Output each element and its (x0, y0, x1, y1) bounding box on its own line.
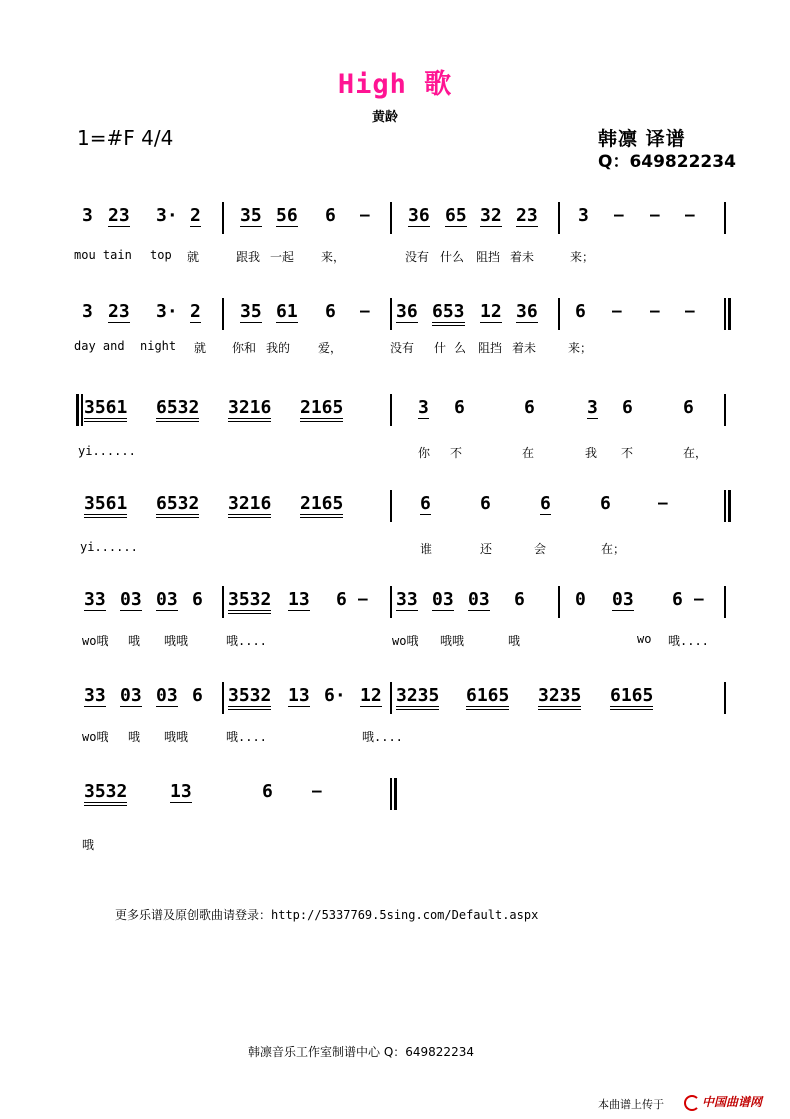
dash: – (614, 205, 624, 224)
note: 13 (288, 685, 310, 706)
note: 03 (432, 589, 454, 610)
note: 653 (432, 302, 465, 326)
note: 3 (578, 205, 589, 226)
note: 6 (325, 301, 336, 322)
note: 6 (524, 397, 535, 418)
lyric: 我 (585, 446, 598, 460)
dash: – (650, 205, 660, 224)
barline (390, 778, 392, 810)
dash: – (358, 589, 368, 608)
lyric: 阻挡 (476, 250, 501, 264)
note: 3235 (396, 686, 439, 710)
note: 6· (324, 685, 346, 706)
lyric: 哦.... (226, 634, 267, 648)
barline (222, 682, 224, 714)
site-logo: 中国曲谱网 (702, 1095, 763, 1109)
barline (724, 586, 726, 618)
barline (558, 298, 560, 330)
barline (222, 202, 224, 234)
note: 3· (156, 205, 178, 226)
note: 3 (82, 301, 93, 322)
repeat-end (728, 490, 731, 522)
note: 2165 (300, 494, 343, 518)
note: 6 (600, 493, 611, 514)
lyric: 哦哦 (164, 634, 189, 648)
barline (390, 202, 392, 234)
note: 23 (108, 301, 130, 322)
barline (390, 682, 392, 714)
lyric: 没有 (390, 341, 415, 355)
lyric: 还 (480, 542, 493, 556)
lyric: 阻挡 (478, 341, 503, 355)
lyric: wo (637, 632, 652, 646)
note: 3216 (228, 494, 271, 518)
lyric: wo哦 (82, 634, 109, 648)
lyric: yi...... (80, 540, 138, 554)
note: 2 (190, 301, 201, 322)
barline (390, 298, 392, 330)
lyric: night (140, 339, 177, 353)
dash: – (658, 493, 668, 512)
upload-note: 本曲谱上传于 (598, 1098, 664, 1111)
barline (724, 490, 726, 522)
lyric: 没有 (405, 250, 430, 264)
lyric: 哦.... (668, 634, 709, 648)
note: 33 (396, 589, 418, 610)
lyric: 么 (454, 341, 467, 355)
lyric: 你和 (232, 341, 257, 355)
lyric: wo哦 (392, 634, 419, 648)
barline (222, 586, 224, 618)
lyric: 不 (621, 446, 634, 460)
lyric: 哦 (128, 634, 141, 648)
singer-name: 黄龄 (371, 110, 398, 125)
note: 3 (587, 397, 598, 418)
barline (558, 202, 560, 234)
note: 23 (108, 205, 130, 226)
arranger: 韩凛 译谱 (598, 128, 686, 150)
repeat-end (394, 778, 397, 810)
note: 33 (84, 589, 106, 610)
note: 6 (514, 589, 525, 610)
lyric: 不 (450, 446, 463, 460)
lyric: wo哦 (82, 730, 109, 744)
note: 6 (192, 685, 203, 706)
dash: – (612, 301, 622, 320)
note: 35 (240, 301, 262, 322)
lyric: day and (74, 339, 125, 353)
note: 36 (408, 205, 430, 226)
note: 6 (672, 589, 683, 610)
lyric: 着未 (510, 250, 535, 264)
lyric: 会 (534, 542, 547, 556)
note: 2 (190, 205, 201, 226)
lyric: 哦哦 (164, 730, 189, 744)
lyric: yi...... (78, 444, 136, 458)
lyric: 一起 (270, 250, 295, 264)
note: 3216 (228, 398, 271, 422)
note: 03 (156, 589, 178, 610)
lyric: 哦.... (362, 730, 403, 744)
note: 36 (396, 301, 418, 322)
note: 03 (612, 589, 634, 610)
note: 3· (156, 301, 178, 322)
dash: – (685, 205, 695, 224)
note: 12 (480, 301, 502, 322)
lyric: 哦.... (226, 730, 267, 744)
lyric: 哦哦 (440, 634, 465, 648)
lyric: 什么 (440, 250, 465, 264)
lyric: 哦 (508, 634, 521, 648)
lyric: 我的 (266, 341, 291, 355)
lyric: 爱， (318, 341, 343, 355)
barline (81, 394, 83, 426)
dash: – (694, 589, 704, 608)
note: 0 (575, 589, 586, 610)
dash: – (360, 205, 370, 224)
note: 23 (516, 205, 538, 226)
barline (724, 202, 726, 234)
note: 03 (120, 589, 142, 610)
note: 6 (480, 493, 491, 514)
note: 3532 (84, 782, 127, 806)
note: 6 (325, 205, 336, 226)
lyric: 在， (683, 446, 708, 460)
note: 6532 (156, 494, 199, 518)
note: 6 (420, 493, 431, 514)
studio-credit: 韩凛音乐工作室制谱中心 Q：649822234 (248, 1045, 474, 1059)
note: 35 (240, 205, 262, 226)
note: 13 (288, 589, 310, 610)
repeat-start (76, 394, 79, 426)
note: 36 (516, 301, 538, 322)
note: 3532 (228, 686, 271, 710)
dash: – (650, 301, 660, 320)
site-logo-icon (684, 1095, 700, 1111)
note: 6 (622, 397, 633, 418)
barline (390, 394, 392, 426)
note: 3 (418, 397, 429, 418)
note: 6 (262, 781, 273, 802)
note: 3 (82, 205, 93, 226)
note: 6 (683, 397, 694, 418)
dash: – (360, 301, 370, 320)
note: 6 (540, 493, 551, 514)
barline (558, 586, 560, 618)
key-signature: 1=#F 4/4 (77, 126, 174, 150)
more-scores-link-text: 更多乐谱及原创歌曲请登录：http://5337769.5sing.com/Default.aspx (115, 908, 539, 922)
note: 2165 (300, 398, 343, 422)
note: 12 (360, 685, 382, 706)
note: 6 (336, 589, 347, 610)
lyric: 跟我 (236, 250, 261, 264)
lyric: top (150, 248, 172, 262)
note: 3561 (84, 494, 127, 518)
lyric: 哦 (128, 730, 141, 744)
note: 6 (575, 301, 586, 322)
note: 6165 (466, 686, 509, 710)
lyric: 来， (321, 250, 346, 264)
note: 6165 (610, 686, 653, 710)
repeat-end (728, 298, 731, 330)
note: 03 (156, 685, 178, 706)
lyric: 来； (568, 341, 593, 355)
barline (724, 682, 726, 714)
note: 13 (170, 781, 192, 802)
lyric: 就 (194, 341, 207, 355)
lyric: 来； (570, 250, 595, 264)
barline (222, 298, 224, 330)
note: 3532 (228, 590, 271, 614)
contact: Q：649822234 (598, 152, 736, 172)
note: 61 (276, 301, 298, 322)
note: 6532 (156, 398, 199, 422)
note: 56 (276, 205, 298, 226)
lyric: 谁 (420, 542, 433, 556)
barline (724, 298, 726, 330)
lyric: 你 (418, 446, 431, 460)
lyric: 在 (522, 446, 535, 460)
lyric: 哦 (82, 838, 95, 852)
dash: – (685, 301, 695, 320)
barline (390, 490, 392, 522)
song-title: High 歌 (337, 69, 453, 100)
note: 03 (120, 685, 142, 706)
lyric: 着未 (512, 341, 537, 355)
barline (724, 394, 726, 426)
note: 3561 (84, 398, 127, 422)
note: 6 (454, 397, 465, 418)
lyric: 就 (187, 250, 200, 264)
lyric: 什 (434, 341, 447, 355)
lyric: mou tain (74, 248, 132, 262)
note: 33 (84, 685, 106, 706)
note: 03 (468, 589, 490, 610)
note: 65 (445, 205, 467, 226)
note: 6 (192, 589, 203, 610)
note: 3235 (538, 686, 581, 710)
dash: – (312, 781, 322, 800)
lyric: 在； (601, 542, 626, 556)
barline (390, 586, 392, 618)
note: 32 (480, 205, 502, 226)
